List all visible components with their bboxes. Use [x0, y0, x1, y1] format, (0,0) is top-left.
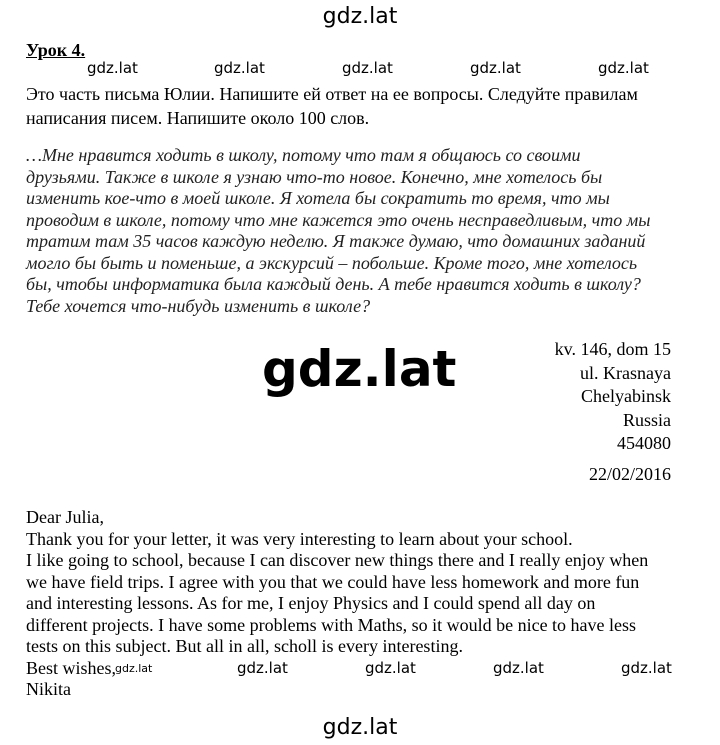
quote-line: …Мне нравится ходить в школу, потому что там я общаюсь со своими [26, 145, 581, 165]
quote-line: Тебе хочется что-нибудь изменить в школе? [26, 295, 371, 316]
watermark-small: gdz.lat [598, 59, 649, 77]
watermark-small: gdz.lat [342, 59, 393, 77]
watermark-top: gdz.lat [322, 4, 398, 29]
watermark-small: gdz.lat [365, 659, 416, 677]
letter-line: Thank you for your letter, it was very interesting to learn about your school. [26, 528, 573, 549]
quote-line: друзьями. Также в школе я узнаю что-то новое. Конечно, мне хотелось бы [26, 166, 603, 187]
letter-line: I like going to school, because I can discover new things there and I really enjoy when [26, 550, 649, 570]
watermark-small: gdz.lat [214, 59, 265, 77]
letter-line: tests on this subject. But all in all, scholl is every interesting. [26, 636, 463, 656]
address-line: kv. 146, dom 15 [554, 339, 671, 359]
letter-line: we have field trips. I agree with you that we could have less homework and more fun [26, 571, 640, 592]
task-instructions [26, 82, 696, 130]
watermark-small: gdz.lat [115, 662, 153, 675]
letter-date: 22/02/2016 [588, 464, 671, 484]
address-line: Russia [622, 409, 671, 430]
address-line: ul. Krasnaya [580, 362, 671, 383]
watermark-center: gdz.lat [262, 340, 457, 398]
watermark-small: gdz.lat [87, 59, 138, 77]
lesson-title: Урок 4. [26, 40, 86, 60]
watermark-small: gdz.lat [237, 659, 288, 677]
reply-letter [26, 507, 706, 701]
letter-closing: Best wishes, [26, 657, 116, 678]
watermark-row-upper [0, 59, 720, 79]
watermark-small: gdz.lat [470, 59, 521, 77]
letter-greeting: Dear Julia, [26, 507, 104, 527]
quote-line: могло бы быть и поменьше, а экскурсий – побольше. Кроме того, мне хотелось [26, 252, 638, 273]
letter-line: different projects. I have some problems with Maths, so it would be nice to have less [26, 614, 637, 635]
letter-line: and interesting lessons. As for me, I enjoy Physics and I could spend all day on [26, 593, 596, 613]
letter-signature: Nikita [26, 679, 71, 699]
address-line: 454080 [617, 433, 671, 453]
task-line: Это часть письма Юлии. Напишите ей ответ на ее вопросы. Следуйте правилам [26, 84, 638, 104]
quote-line: изменить кое-что в моей школе. Я хотела бы сократить то время, что мы [26, 188, 610, 208]
address-line: Chelyabinsk [581, 386, 671, 406]
quote-line: бы, чтобы информатика была каждый день. А тебе нравится ходить в школу? [26, 274, 641, 294]
task-line: написания писем. Напишите около 100 слов. [26, 108, 370, 128]
quote-line: тратим там 35 часов каждую неделю. Я также думаю, что домашних заданий [26, 231, 646, 251]
address-block [555, 338, 671, 456]
watermark-small: gdz.lat [621, 659, 672, 677]
quote-line: проводим в школе, потому что мне кажется это очень несправедливым, что мы [26, 209, 651, 230]
quoted-letter-excerpt [26, 145, 706, 317]
watermark-bottom: gdz.lat [322, 715, 398, 740]
watermark-small: gdz.lat [493, 659, 544, 677]
